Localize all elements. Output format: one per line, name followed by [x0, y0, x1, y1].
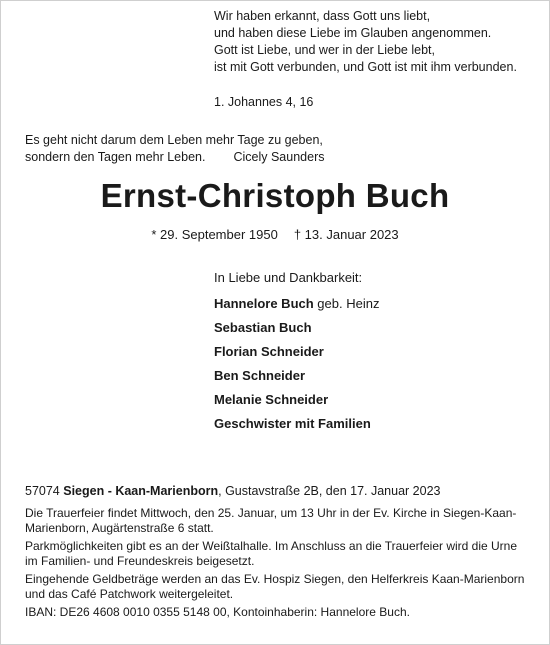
life-dates: [1, 227, 549, 242]
mourner-name: Melanie Schneider: [214, 392, 329, 407]
birth-date: * 29. September 1950: [151, 227, 278, 242]
bible-verse: [214, 8, 517, 76]
funeral-info: Die Trauerfeier findet Mittwoch, den 25. Januar, um 13 Uhr in der Ev. Kirche in Siegen-Kaan-Marienborn, Augärtenstraße 6 statt.: [25, 506, 517, 535]
mourner-name: Ben Schneider: [214, 368, 306, 383]
mourner: [214, 319, 379, 336]
mourner-name: Florian Schneider: [214, 344, 324, 359]
mourner: [214, 343, 379, 360]
mourners-section: [214, 270, 379, 439]
parking-info: Parkmöglichkeiten gibt es an der Weißtalhalle. Im Anschluss an die Trauerfeier wird die Urne im Familien- und Freundeskreis beigesetzt.: [25, 539, 518, 568]
mourner-name: Hannelore Buch: [214, 296, 314, 311]
verse-reference: 1. Johannes 4, 16: [214, 95, 314, 109]
mourner: [214, 295, 379, 312]
donation-info: Eingehende Geldbeträge werden an das Ev. Hospiz Siegen, den Helferkreis Kaan-Marienborn und das Café Patchwork weitergeleitet.: [25, 572, 525, 601]
quote-line: sondern den Tagen mehr Leben.: [25, 150, 206, 164]
verse-line: ist mit Gott verbunden, und Gott ist mit ihm verbunden.: [214, 60, 517, 74]
mourner-note: geb. Heinz: [313, 296, 380, 311]
place-date-line: [25, 484, 525, 499]
city: Siegen - Kaan-Marienborn: [63, 484, 219, 498]
mourners-intro: In Liebe und Dankbarkeit:: [214, 270, 363, 285]
quote-author: Cicely Saunders: [233, 150, 325, 164]
verse-line: und haben diese Liebe im Glauben angenommen.: [214, 26, 492, 40]
mourner: [214, 391, 379, 408]
footer-info: [25, 484, 525, 623]
mourner: [214, 367, 379, 384]
deceased-name: Ernst-Christoph Buch: [100, 177, 450, 214]
mourner-name: Geschwister mit Familien: [214, 416, 371, 431]
mourner: [214, 415, 379, 432]
verse-line: Gott ist Liebe, und wer in der Liebe lebt,: [214, 43, 435, 57]
quote-line: Es geht nicht darum dem Leben mehr Tage zu geben,: [25, 133, 323, 147]
postcode: 57074: [25, 484, 64, 498]
iban-info: IBAN: DE26 4608 0010 0355 5148 00, Kontoinhaberin: Hannelore Buch.: [25, 605, 410, 619]
quote-line-2: [25, 149, 324, 166]
address: , Gustavstraße 2B, den 17. Januar 2023: [218, 484, 441, 498]
quote: [25, 132, 324, 166]
death-date: † 13. Januar 2023: [293, 227, 399, 242]
mourner-name: Sebastian Buch: [214, 320, 312, 335]
verse-line: Wir haben erkannt, dass Gott uns liebt,: [214, 9, 431, 23]
